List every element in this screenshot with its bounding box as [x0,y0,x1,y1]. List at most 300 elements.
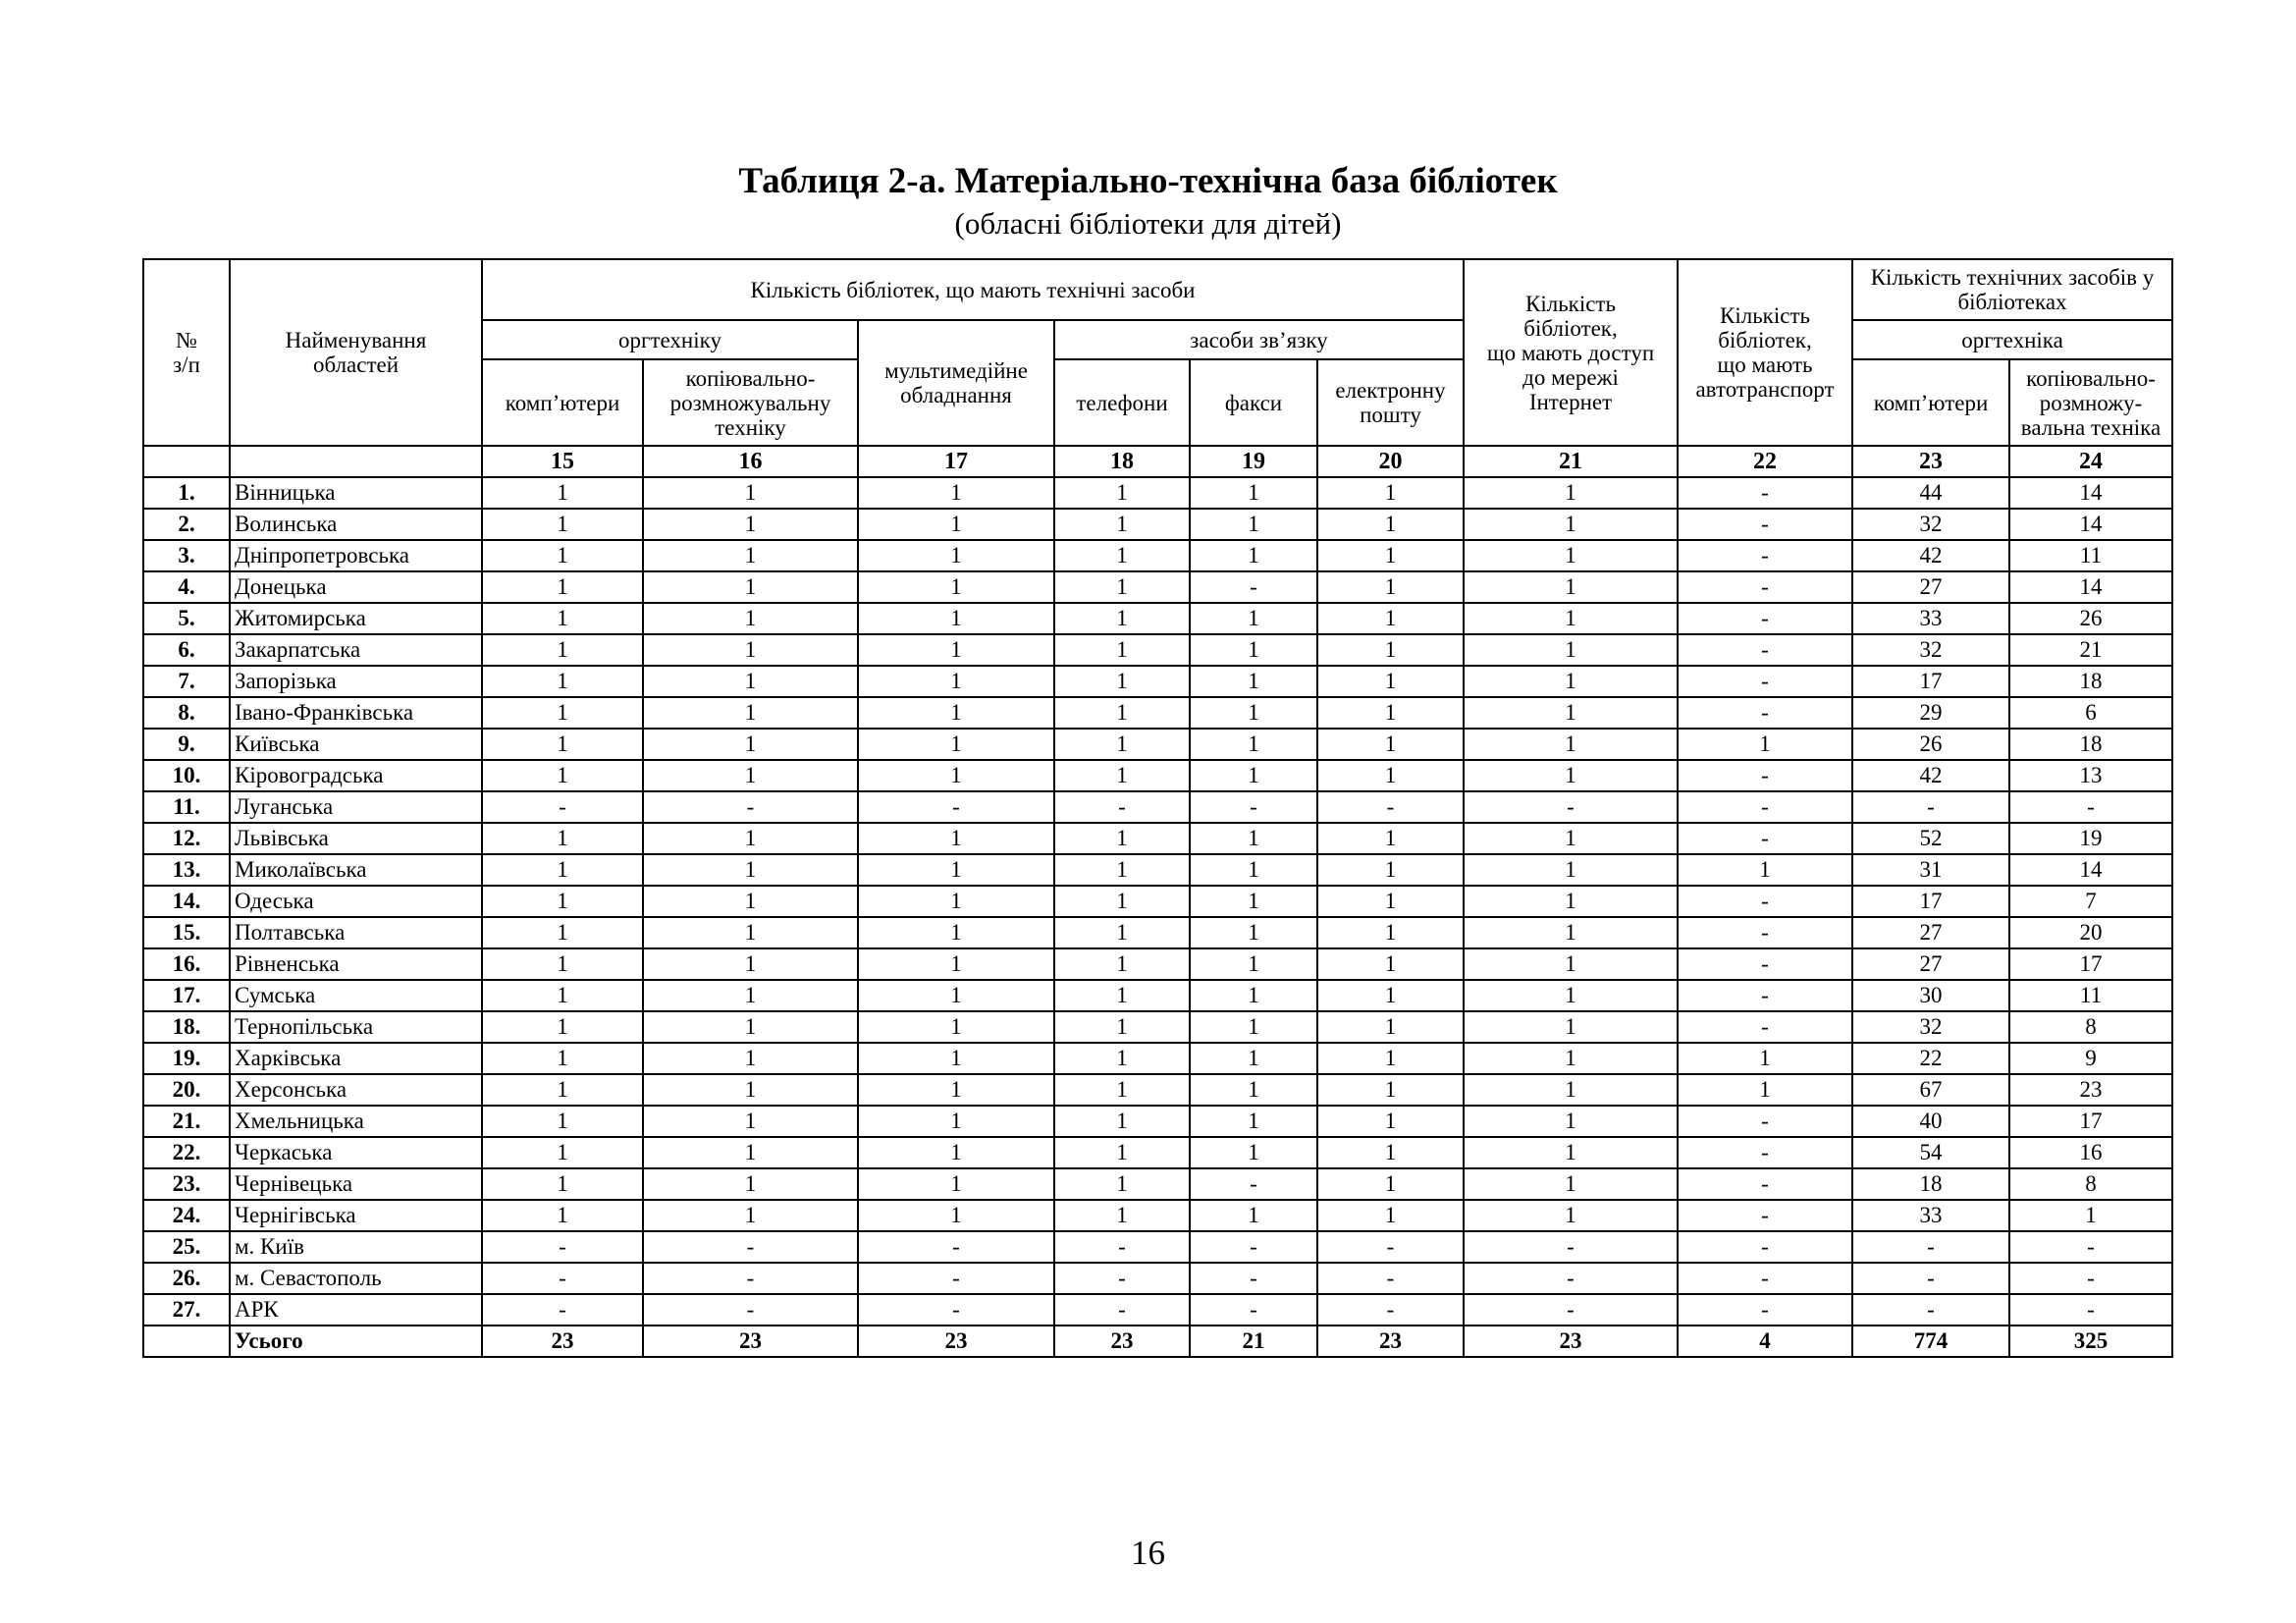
cell-value: 1 [1054,854,1190,886]
cell-value: 1 [858,1106,1054,1137]
cell-value: 1 [1317,1200,1464,1231]
cell-value: 1 [1190,886,1317,917]
row-number: 13. [143,854,230,886]
cell-value: 21 [2009,634,2172,666]
cell-value: - [1678,823,1852,854]
cell-value: 1 [1054,1137,1190,1168]
cell-value: 1 [1054,697,1190,729]
cell-value: 1 [1678,854,1852,886]
cell-value: 1 [482,603,643,634]
cell-value: 33 [1852,603,2009,634]
cell-value: - [482,791,643,823]
table-row [143,948,2172,980]
row-number: 10. [143,760,230,791]
cell-value: 1 [1190,1106,1317,1137]
cell-value: 1 [858,948,1054,980]
cell-value: 1 [1317,948,1464,980]
cell-value: 1 [1190,760,1317,791]
region-name: АРК [230,1294,482,1325]
region-name: Львівська [230,823,482,854]
row-number: 19. [143,1043,230,1074]
table-row [143,1168,2172,1200]
cell-value: 52 [1852,823,2009,854]
table-row [143,791,2172,823]
cell-value: 1 [1317,1043,1464,1074]
cell-value: 1 [1317,1137,1464,1168]
cell-value: - [1190,1294,1317,1325]
cell-value: 1 [1054,571,1190,603]
cell-value: 27 [1852,917,2009,948]
row-number: 9. [143,729,230,760]
cell-value: - [2009,1294,2172,1325]
cell-value: 1 [482,634,643,666]
row-number: 7. [143,666,230,697]
cell-value: 7 [2009,886,2172,917]
cell-value: 1 [858,571,1054,603]
table-row [143,1294,2172,1325]
cell-value: 1 [1317,1106,1464,1137]
cell-value: 1 [1317,729,1464,760]
cell-value: 1 [643,948,858,980]
cell-value: 1 [1317,666,1464,697]
cell-value: 1 [482,1074,643,1106]
cell-value: - [1317,791,1464,823]
cell-value: 1 [1054,917,1190,948]
region-name: Луганська [230,791,482,823]
cell-value: 31 [1852,854,2009,886]
cell-value: 30 [1852,980,2009,1011]
cell-value: - [1190,1263,1317,1294]
cell-value: 1 [858,823,1054,854]
cell-value: 32 [1852,1011,2009,1043]
cell-value: 1 [1464,823,1678,854]
cell-value: - [858,1231,1054,1263]
cell-value: 1 [643,477,858,509]
region-name: Житомирська [230,603,482,634]
table-row [143,634,2172,666]
cell-value: 23 [643,1325,858,1357]
cell-value: 6 [2009,697,2172,729]
cell-value: 22 [1852,1043,2009,1074]
cell-value: - [2009,1263,2172,1294]
row-number: 18. [143,1011,230,1043]
cell-value: 1 [1317,823,1464,854]
region-name: Миколаївська [230,854,482,886]
cell-value: 1 [1317,854,1464,886]
cell-value: 1 [1054,886,1190,917]
cell-value: 1 [858,886,1054,917]
row-number: 16. [143,948,230,980]
region-name: м. Севастополь [230,1263,482,1294]
cell-value: 1 [482,729,643,760]
header-vehicles: Кількість бібліотек, що мають автотранспорт [1678,259,1852,446]
cell-value: 29 [1852,697,2009,729]
table-row [143,854,2172,886]
cell-value: 1 [1054,1200,1190,1231]
cell-value: 20 [2009,917,2172,948]
cell-value: 1 [1054,948,1190,980]
cell-value: 1 [643,540,858,571]
region-name: Харківська [230,1043,482,1074]
cell-value: 1 [482,760,643,791]
cell-value: - [858,1294,1054,1325]
colnum-blank [230,446,482,477]
cell-value: 1 [1317,509,1464,540]
cell-value: 1 [482,1200,643,1231]
cell-value: 1 [1678,1043,1852,1074]
cell-value: - [1678,1011,1852,1043]
cell-value: - [1678,1137,1852,1168]
cell-value: 19 [2009,823,2172,854]
cell-value: - [1054,1263,1190,1294]
region-name: м. Київ [230,1231,482,1263]
cell-value: 27 [1852,571,2009,603]
cell-value: - [1464,791,1678,823]
table-row [143,760,2172,791]
cell-value: 774 [1852,1325,2009,1357]
cell-value: 1 [1464,917,1678,948]
row-number: 23. [143,1168,230,1200]
table-row [143,1074,2172,1106]
cell-value: 1 [1054,509,1190,540]
cell-value: 1 [482,980,643,1011]
header-number: № з/п [143,259,230,446]
column-number: 24 [2009,446,2172,477]
cell-value: 18 [2009,729,2172,760]
cell-value: 1 [858,697,1054,729]
cell-value: 23 [482,1325,643,1357]
column-number: 15 [482,446,643,477]
cell-value: - [2009,791,2172,823]
cell-value: - [1678,948,1852,980]
cell-value: - [643,1263,858,1294]
region-name: Тернопільська [230,1011,482,1043]
cell-value: 1 [643,1106,858,1137]
cell-value: - [1678,1263,1852,1294]
cell-value: 1 [1464,854,1678,886]
cell-value: - [1190,1231,1317,1263]
table-row [143,980,2172,1011]
row-number: 1. [143,477,230,509]
cell-value: 14 [2009,477,2172,509]
cell-value: 1 [643,634,858,666]
row-number: 3. [143,540,230,571]
cell-value: 1 [858,603,1054,634]
cell-value: 1 [1317,760,1464,791]
cell-value: 1 [482,509,643,540]
cell-value: 1 [858,854,1054,886]
cell-value: 1 [1190,509,1317,540]
cell-value: 1 [1464,1074,1678,1106]
cell-value: 1 [1317,886,1464,917]
cell-value: 1 [1190,634,1317,666]
header-computers: комп’ютери [482,359,643,446]
cell-value: 1 [858,1200,1054,1231]
region-name: Донецька [230,571,482,603]
cell-value: 1 [1464,1137,1678,1168]
cell-value: 23 [1464,1325,1678,1357]
row-number: 24. [143,1200,230,1231]
cell-value: - [858,1263,1054,1294]
cell-value: - [1678,980,1852,1011]
row-number: 15. [143,917,230,948]
header-orgtech: оргтехніку [482,320,858,359]
cell-value: - [858,791,1054,823]
cell-value: 1 [643,1043,858,1074]
cell-value: 23 [1317,1325,1464,1357]
cell-value: 1 [482,1011,643,1043]
cell-value: 1 [858,477,1054,509]
cell-value: 67 [1852,1074,2009,1106]
cell-value: 1 [482,823,643,854]
cell-value: 1 [858,509,1054,540]
cell-value: 1 [1464,980,1678,1011]
library-equipment-table [142,258,2173,1358]
cell-value: 1 [1190,1043,1317,1074]
cell-value: - [1678,1294,1852,1325]
header-count-group: Кількість технічних засобів у бібліотеках [1852,259,2172,320]
table-row [143,886,2172,917]
cell-value: 1 [1464,571,1678,603]
cell-value: 1 [1317,634,1464,666]
cell-value: - [1678,634,1852,666]
cell-value: 1 [858,1168,1054,1200]
table-row [143,1137,2172,1168]
column-number: 16 [643,446,858,477]
header-communications: засоби зв’язку [1054,320,1464,359]
cell-value: 1 [1054,760,1190,791]
cell-value: 1 [1190,603,1317,634]
cell-value: - [1678,477,1852,509]
cell-value: 1 [1190,917,1317,948]
column-number: 22 [1678,446,1852,477]
cell-value: 1 [858,1074,1054,1106]
cell-value: 325 [2009,1325,2172,1357]
table-row [143,917,2172,948]
header-technical-means-group: Кількість бібліотек, що мають технічні засоби [482,259,1464,320]
cell-value: - [1464,1263,1678,1294]
cell-value: 1 [643,571,858,603]
cell-value: 1 [858,540,1054,571]
cell-value: - [1317,1231,1464,1263]
region-name: Вінницька [230,477,482,509]
cell-value: 1 [1464,948,1678,980]
cell-value: 42 [1852,760,2009,791]
cell-value: 1 [1317,477,1464,509]
cell-value: 1 [643,823,858,854]
cell-value: 1 [1464,1106,1678,1137]
row-number: 8. [143,697,230,729]
cell-value: - [1190,1168,1317,1200]
cell-value: 14 [2009,509,2172,540]
cell-value: - [482,1263,643,1294]
region-name: Івано-Франківська [230,697,482,729]
header-phones: телефони [1054,359,1190,446]
total-row [143,1325,2172,1357]
cell-value: - [482,1231,643,1263]
region-name: Кіровоградська [230,760,482,791]
cell-value: 23 [2009,1074,2172,1106]
cell-value: 1 [482,477,643,509]
cell-value: 1 [1054,1074,1190,1106]
cell-value: 1 [643,1074,858,1106]
cell-value: 1 [1464,886,1678,917]
cell-value: 33 [1852,1200,2009,1231]
cell-value: 1 [643,1200,858,1231]
cell-value: 1 [858,729,1054,760]
table-row [143,697,2172,729]
cell-value: 1 [858,1043,1054,1074]
cell-value: - [1678,1200,1852,1231]
cell-value: 1 [1317,603,1464,634]
cell-value: 1 [858,760,1054,791]
cell-value: - [1678,571,1852,603]
table-subtitle: (обласні бібліотеки для дітей) [954,206,1342,241]
cell-value: 1 [482,540,643,571]
cell-value: 1 [1054,980,1190,1011]
region-name: Дніпропетровська [230,540,482,571]
row-number: 20. [143,1074,230,1106]
cell-value: 40 [1852,1106,2009,1137]
cell-value: 1 [1190,1137,1317,1168]
region-name: Запорізька [230,666,482,697]
cell-value: 1 [1317,1168,1464,1200]
row-number: 4. [143,571,230,603]
cell-value: - [1054,1231,1190,1263]
cell-value: 1 [1464,1168,1678,1200]
table-row [143,540,2172,571]
cell-value: - [643,1294,858,1325]
cell-value: - [1678,1231,1852,1263]
row-number: 14. [143,886,230,917]
cell-value: 1 [1190,980,1317,1011]
cell-value: 1 [1054,477,1190,509]
table-row [143,1231,2172,1263]
table-row [143,1011,2172,1043]
cell-value: 1 [858,980,1054,1011]
region-name: Київська [230,729,482,760]
cell-value: 32 [1852,509,2009,540]
cell-value: 1 [1190,854,1317,886]
cell-value: 1 [1464,477,1678,509]
cell-value: 1 [1678,729,1852,760]
cell-value: - [1678,1106,1852,1137]
cell-value: 1 [482,1043,643,1074]
cell-value: 1 [482,1137,643,1168]
cell-value: 26 [2009,603,2172,634]
cell-value: 1 [2009,1200,2172,1231]
cell-value: 54 [1852,1137,2009,1168]
cell-value: 14 [2009,571,2172,603]
cell-value: 1 [1464,729,1678,760]
table-row [143,571,2172,603]
cell-value: 1 [1054,603,1190,634]
cell-value: 1 [1190,477,1317,509]
table-row [143,666,2172,697]
cell-value: 1 [643,697,858,729]
column-number: 19 [1190,446,1317,477]
cell-value: 1 [1317,540,1464,571]
cell-value: - [1317,1294,1464,1325]
cell-value: 1 [1190,1074,1317,1106]
cell-value: - [1678,760,1852,791]
cell-value: 1 [482,1106,643,1137]
header-multimedia: мультимедійне обладнання [858,320,1054,446]
cell-value: 1 [643,1137,858,1168]
cell-value: 1 [1054,823,1190,854]
cell-value: 1 [1317,571,1464,603]
cell-value: - [1852,1263,2009,1294]
cell-value: 1 [858,1011,1054,1043]
cell-value: 1 [643,603,858,634]
cell-value: 1 [482,666,643,697]
header-faxes: факси [1190,359,1317,446]
cell-value: 1 [1464,634,1678,666]
cell-value: 1 [1464,760,1678,791]
cell-value: 1 [482,948,643,980]
cell-value: 4 [1678,1325,1852,1357]
cell-value: 1 [1317,980,1464,1011]
cell-value: - [1190,571,1317,603]
table-row [143,603,2172,634]
table-row [143,729,2172,760]
cell-value: 1 [1190,697,1317,729]
cell-value: 8 [2009,1011,2172,1043]
row-number: 12. [143,823,230,854]
row-number: 17. [143,980,230,1011]
region-name: Усього [230,1325,482,1357]
cell-value: 1 [482,571,643,603]
cell-value: 1 [643,760,858,791]
header-copiers: копіювально- розмножувальну техніку [643,359,858,446]
cell-value: 16 [2009,1137,2172,1168]
cell-value: 27 [1852,948,2009,980]
cell-value: 1 [482,1168,643,1200]
row-number: 25. [143,1231,230,1263]
row-number: 11. [143,791,230,823]
cell-value: 32 [1852,634,2009,666]
table-row [143,1263,2172,1294]
cell-value: 23 [858,1325,1054,1357]
colnum-blank [143,446,230,477]
cell-value: - [1464,1294,1678,1325]
cell-value: - [1054,1294,1190,1325]
table-row [143,477,2172,509]
row-number: 27. [143,1294,230,1325]
cell-value: 1 [1054,1011,1190,1043]
cell-value: - [1678,791,1852,823]
cell-value: - [1678,603,1852,634]
cell-value: - [1678,697,1852,729]
cell-value: 17 [2009,1106,2172,1137]
cell-value: 1 [643,1011,858,1043]
cell-value: - [1678,666,1852,697]
cell-value: 26 [1852,729,2009,760]
cell-value: - [1678,509,1852,540]
cell-value: 1 [858,917,1054,948]
cell-value: 1 [1054,666,1190,697]
cell-value: 1 [643,917,858,948]
cell-value: 1 [1054,634,1190,666]
table-row [143,823,2172,854]
row-number: 21. [143,1106,230,1137]
cell-value: 1 [1054,729,1190,760]
header-internet-access: Кількість бібліотек, що мають доступ до мережі Інтернет [1464,259,1678,446]
table-row [143,1200,2172,1231]
cell-value: - [1852,791,2009,823]
cell-value: - [482,1294,643,1325]
header-email: електронну пошту [1317,359,1464,446]
